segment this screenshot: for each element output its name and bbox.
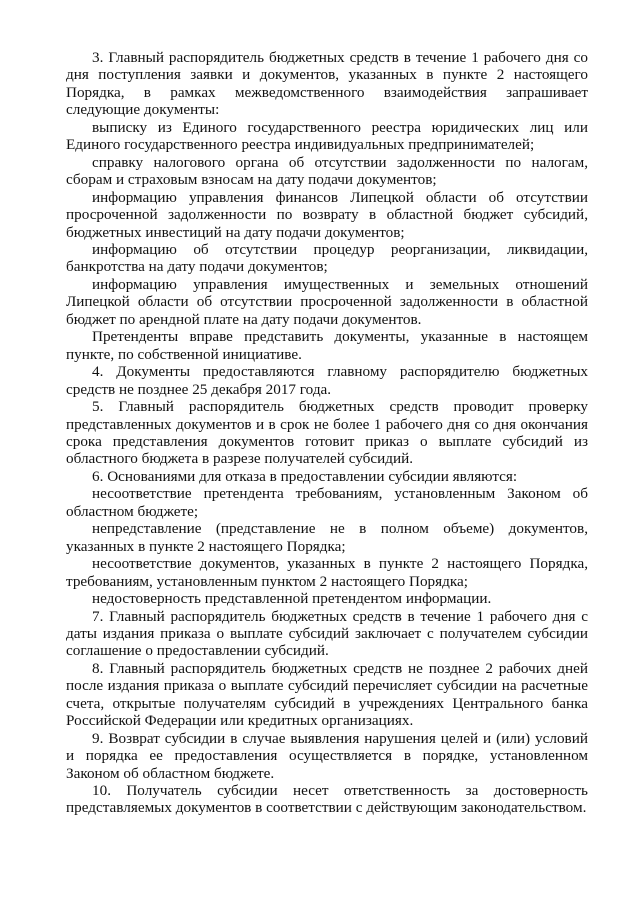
paragraph-9-refund: 9. Возврат субсидии в случае выявления нарушения целей и (или) условий и порядка ее предоставления осуществляется в порядке, установленном Законом об областном бюджете. [66, 729, 588, 782]
paragraph-4-deadline: 4. Документы предоставляются главному распорядителю бюджетных средств не позднее 25 декабря 2017 года. [66, 363, 588, 398]
paragraph-8-transfer: 8. Главный распорядитель бюджетных средств не позднее 2 рабочих дней после издания приказа о выплате субсидий перечисляет субсидии на расчетные счета, открытые получателям субсидий в учреждениях Центрального банка Российской Федерации или кредитных организациях. [66, 659, 588, 730]
paragraph-5-review: 5. Главный распорядитель бюджетных средств проводит проверку представленных документов и в срок не более 1 рабочего дня со дня окончания срока представления документов готовит приказ о выплате субсидий из областного бюджета в разрезе получателей субсидий. [66, 398, 588, 468]
paragraph-refusal-noncompliance: несоответствие претендента требованиям, установленным Законом об областном бюджете; [66, 485, 588, 520]
paragraph-finance-info: информацию управления финансов Липецкой области об отсутствии просроченной задолженности по возврату в областной бюджет субсидий, бюджетных инвестиций на дату подачи документов; [66, 188, 588, 241]
paragraph-refusal-false-info: недостоверность представленной претендентом информации. [92, 590, 492, 608]
document-page [66, 49, 588, 817]
paragraph-refusal-document-mismatch: несоответствие документов, указанных в пункте 2 настоящего Порядка, требованиям, установленным пунктом 2 настоящего Порядка; [66, 555, 588, 590]
paragraph-property-info: информацию управления имущественных и земельных отношений Липецкой области об отсутствии просроченной задолженности в областной бюджет по арендной плате на дату подачи документов. [66, 275, 588, 328]
paragraph-3-intro: 3. Главный распорядитель бюджетных средств в течение 1 рабочего дня со дня поступления заявки и документов, указанных в пункте 2 настоящего Порядка, в рамках межведомственного взаимодействия запрашивает следующие документы: [66, 49, 588, 119]
paragraph-7-agreement: 7. Главный распорядитель бюджетных средств в течение 1 рабочего дня с даты издания приказа о выплате субсидий заключает с получателем субсидии соглашение о предоставлении субсидий. [66, 607, 588, 660]
paragraph-refusal-nonsubmission: непредставление (представление не в полном объеме) документов, указанных в пункте 2 настоящего Порядка; [66, 520, 588, 555]
paragraph-own-initiative: Претенденты вправе представить документы, указанные в настоящем пункте, по собственной инициативе. [66, 328, 588, 363]
paragraph-10-responsibility: 10. Получатель субсидии несет ответственность за достоверность представляемых документов в соответствии с действующим законодательством. [66, 782, 588, 817]
paragraph-egrul-extract: выписку из Единого государственного реестра юридических лиц или Единого государственного реестра индивидуальных предпринимателей; [66, 118, 588, 154]
paragraph-reorganization-info: информацию об отсутствии процедур реорганизации, ликвидации, банкротства на дату подачи документов; [66, 240, 588, 276]
paragraph-tax-certificate: справку налогового органа об отсутствии задолженности по налогам, сборам и страховым взносам на дату подачи документов; [66, 153, 588, 189]
paragraph-6-refusal-grounds: 6. Основаниями для отказа в предоставлении субсидии являются: [92, 467, 518, 485]
